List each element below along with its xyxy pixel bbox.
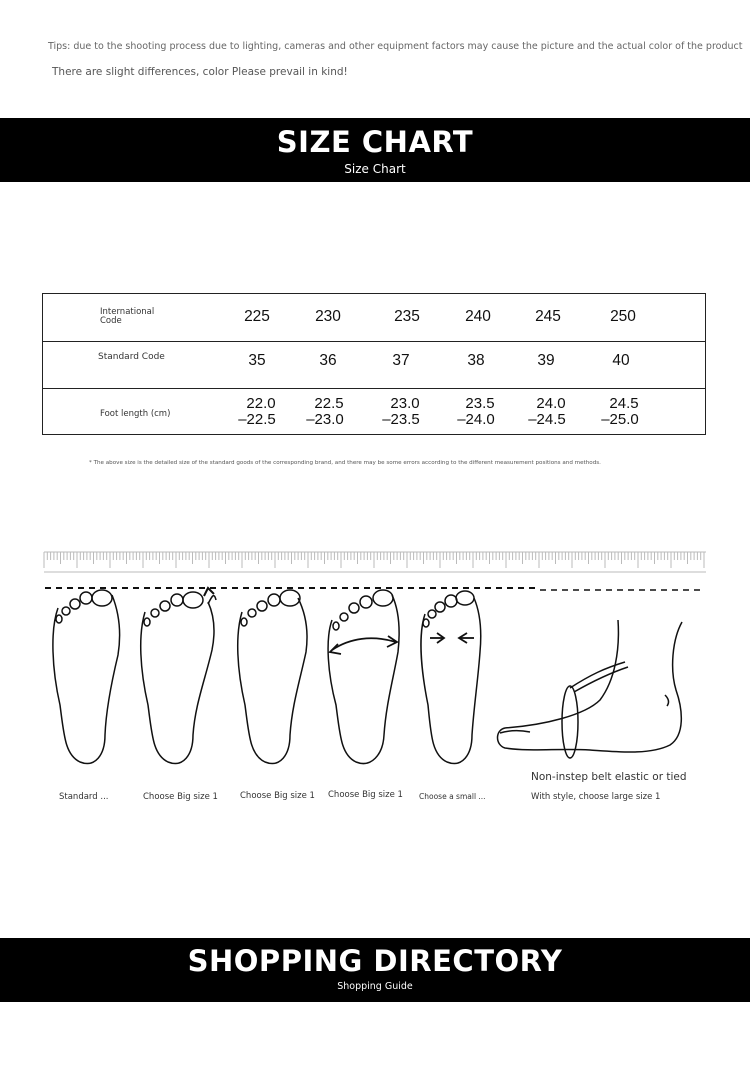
cell-range-top: 24.0	[536, 395, 566, 412]
table-cell	[517, 396, 577, 428]
foot-caption: Standard ...	[59, 792, 109, 802]
shopping-directory-subtitle: Shopping Guide	[337, 981, 413, 992]
foot-long-toe-icon	[238, 590, 307, 763]
tip-line-1: Tips: due to the shooting process due to lighting, cameras and other equipment factors may cause the picture and the actual color of the product	[48, 41, 743, 52]
shopping-directory-title: SHOPPING DIRECTORY	[187, 944, 563, 978]
table-row-international	[43, 294, 705, 340]
table-cell	[295, 396, 355, 428]
table-cell: 225	[244, 308, 270, 325]
table-cell: 235	[394, 308, 420, 325]
foot-standard-icon	[53, 590, 120, 763]
cell-range-bottom: –24.5	[528, 411, 566, 428]
shopping-directory-banner	[0, 938, 750, 1002]
foot-caption: Choose Big size 1	[240, 791, 315, 801]
foot-caption: Choose Big size 1	[328, 790, 403, 800]
table-cell: 230	[315, 308, 341, 325]
row-label-line: International	[100, 307, 155, 317]
table-row-foot-length	[43, 388, 705, 435]
table-cell: 37	[392, 352, 410, 369]
side-foot-title: Non-instep belt elastic or tied	[531, 771, 687, 783]
table-cell: 240	[465, 308, 491, 325]
side-foot-caption: With style, choose large size 1	[531, 792, 661, 802]
cell-range-bottom: –24.0	[457, 411, 495, 428]
table-cell	[446, 396, 506, 428]
table-cell: 39	[537, 352, 555, 369]
size-note: * The above size is the detailed size of the standard goods of the corresponding brand, and there may be some errors according to the different measurement positions and methods.	[89, 460, 601, 466]
table-cell: 40	[612, 352, 630, 369]
table-cell: 35	[248, 352, 266, 369]
size-chart-subtitle: Size Chart	[344, 162, 406, 176]
cell-range-top: 23.5	[465, 395, 495, 412]
table-cell	[227, 396, 287, 428]
foot-wide-icon	[328, 590, 399, 763]
foot-side-view-icon	[498, 620, 683, 758]
table-cell: 36	[319, 352, 337, 369]
cell-range-top: 22.5	[314, 395, 344, 412]
cell-range-bottom: –23.5	[382, 411, 420, 428]
cell-range-top: 24.5	[609, 395, 639, 412]
size-table	[42, 293, 706, 435]
cell-range-top: 22.0	[246, 395, 276, 412]
tip-line-2: There are slight differences, color Please prevail in kind!	[52, 66, 348, 78]
foot-wide-toe-icon	[141, 588, 216, 763]
foot-narrow-icon	[421, 591, 481, 763]
cell-range-bottom: –23.0	[306, 411, 344, 428]
row-label-line: Code	[100, 316, 122, 326]
cell-range-bottom: –25.0	[601, 411, 639, 428]
ruler-icon	[44, 552, 706, 572]
size-chart-title: SIZE CHART	[276, 125, 474, 159]
table-cell	[371, 396, 431, 428]
row-label-international	[100, 308, 154, 326]
table-cell: 250	[610, 308, 636, 325]
table-cell	[590, 396, 650, 428]
size-chart-banner	[0, 118, 750, 182]
cell-range-bottom: –22.5	[238, 411, 276, 428]
table-row-standard	[43, 341, 705, 388]
foot-guide-illustration	[0, 540, 750, 775]
table-cell: 245	[535, 308, 561, 325]
foot-caption: Choose a small ...	[419, 792, 486, 801]
row-label-foot-length: Foot length (cm)	[100, 409, 171, 419]
foot-caption: Choose Big size 1	[143, 792, 218, 802]
table-cell: 38	[467, 352, 485, 369]
cell-range-top: 23.0	[390, 395, 420, 412]
row-label-standard: Standard Code	[98, 352, 165, 362]
